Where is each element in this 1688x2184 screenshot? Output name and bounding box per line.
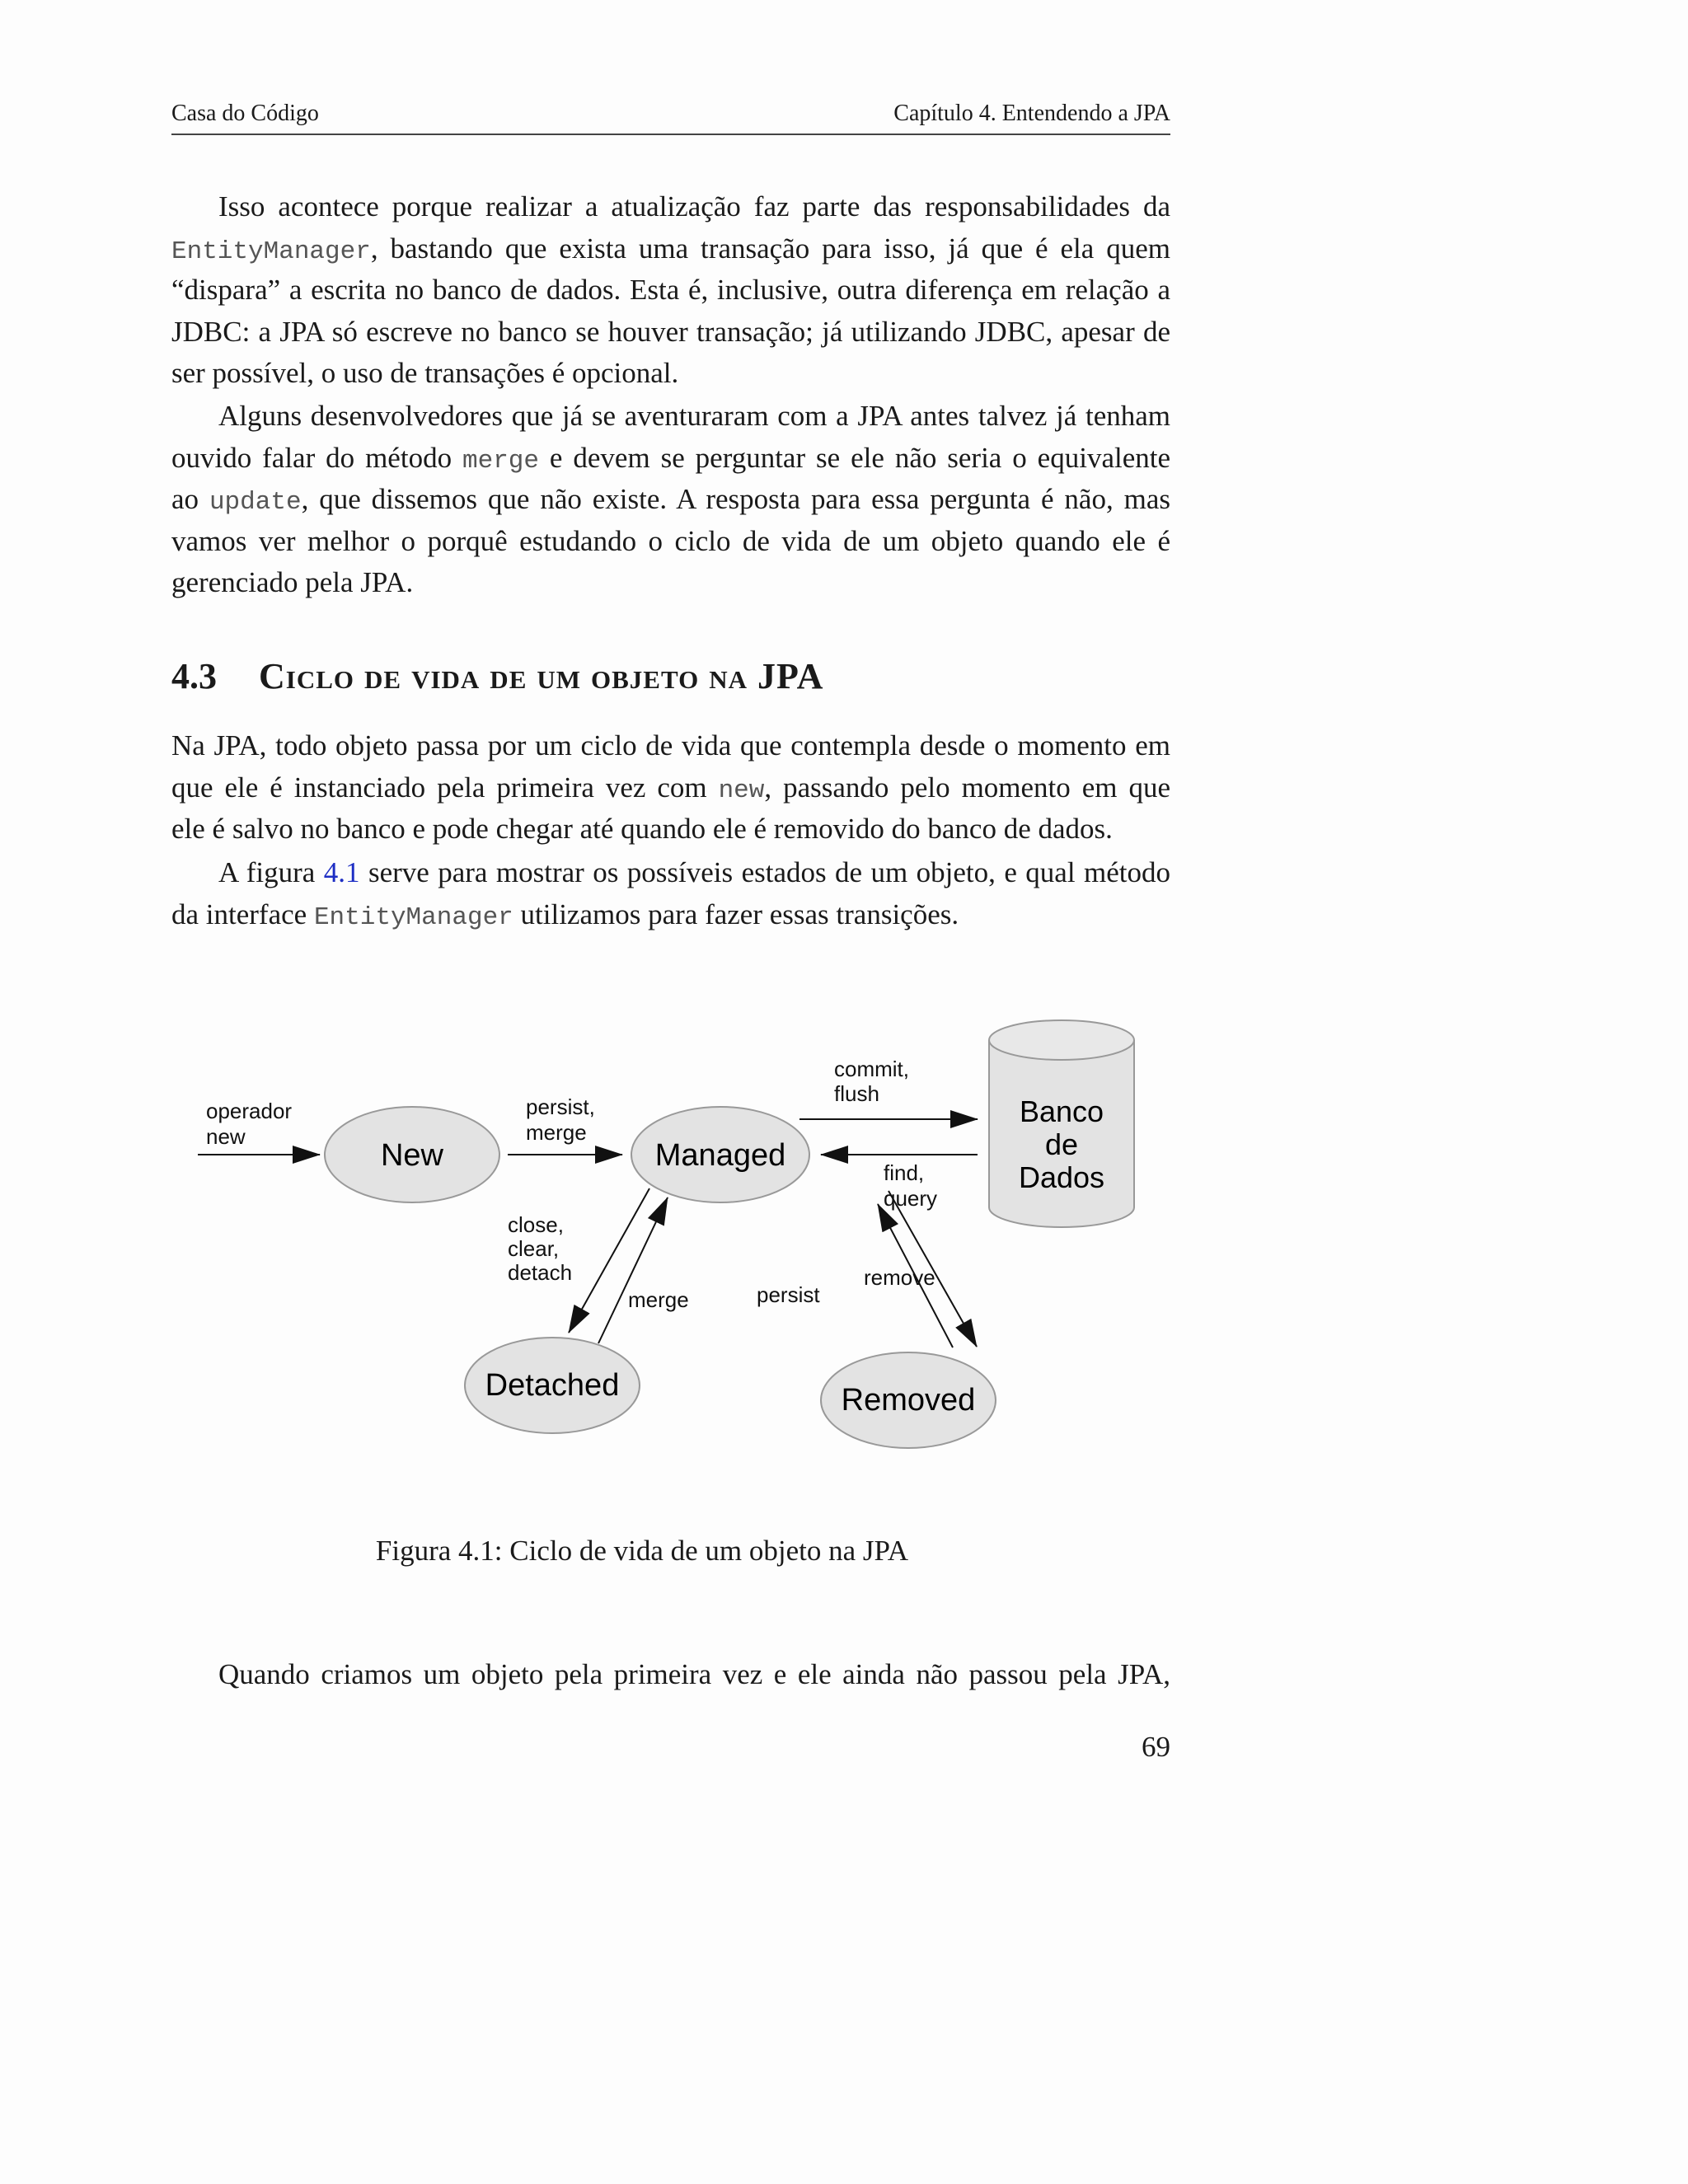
text-span: da interface — [171, 898, 314, 930]
text-span: A figura — [218, 856, 324, 888]
edge-label: new — [206, 1124, 246, 1149]
text-span: , que dissemos que não existe. A resposta para essa pergunta é não, mas — [301, 483, 1170, 515]
text-line: Quando criamos um objeto pela primeira vez e ele ainda não passou pela JPA, — [218, 1658, 1170, 1690]
code-entitymanager: EntityManager — [313, 902, 513, 932]
text-span: ouvido falar do método — [171, 441, 462, 474]
state-new-label: New — [380, 1138, 444, 1173]
edge-label: merge — [526, 1120, 587, 1145]
edge-label: merge — [628, 1287, 689, 1312]
state-detached-label: Detached — [485, 1368, 620, 1403]
paragraph-1 — [171, 186, 1170, 395]
text-line — [171, 438, 1170, 480]
header-book-title: Casa do Código — [171, 101, 319, 126]
paragraph-4 — [171, 852, 1170, 935]
book-page — [171, 0, 1170, 2184]
database-cylinder — [989, 1020, 1134, 1227]
code-update: update — [209, 488, 302, 517]
text-line: Na JPA, todo objeto passa por um ciclo de vida que contempla desde o momento em — [171, 729, 1170, 762]
edge-label: find, — [884, 1160, 925, 1185]
text-line: vamos ver melhor o porquê estudando o ciclo de vida de um objeto quando ele é — [171, 524, 1170, 557]
edge-label: close, — [508, 1212, 564, 1237]
db-label-line: Dados — [1018, 1160, 1105, 1194]
figure-caption-text: Figura 4.1: Ciclo de vida de um objeto na JPA — [375, 1535, 909, 1567]
text-span: serve para mostrar os possíveis estados de um objeto, e qual método — [359, 856, 1170, 888]
edge-label: persist — [757, 1282, 820, 1307]
header-chapter-title: Capítulo 4. Entendendo a JPA — [893, 101, 1170, 126]
section-number: 4.3 — [171, 656, 217, 696]
text-line: ele é salvo no banco e pode chegar até quando ele é removido do banco de dados. — [171, 813, 1113, 845]
section-heading — [171, 655, 823, 697]
lifecycle-diagram — [188, 1014, 1144, 1483]
text-line — [171, 479, 1170, 521]
text-line — [171, 228, 1170, 270]
text-line: Alguns desenvolvedores que já se aventuraram com a JPA antes talvez já tenham — [218, 400, 1170, 432]
paragraph-3 — [171, 725, 1170, 851]
text-line: gerenciado pela JPA. — [171, 566, 414, 598]
db-label-line: de — [1044, 1127, 1079, 1161]
text-line: JDBC: a JPA só escreve no banco se houver transação; já utilizando JDBC, apesar de — [171, 315, 1170, 348]
state-removed-label: Removed — [841, 1383, 976, 1418]
db-label-line: Banco — [1019, 1094, 1104, 1128]
figure-caption — [171, 1535, 1170, 1568]
text-span: ao — [171, 483, 209, 515]
edge-label: query — [884, 1186, 938, 1211]
code-merge: merge — [462, 446, 539, 476]
edge-label: remove — [864, 1265, 935, 1290]
edge-label: detach — [508, 1260, 573, 1285]
text-line: “dispara” a escrita no banco de dados. Esta é, inclusive, outra diferença em relação a — [171, 274, 1170, 306]
state-managed-label: Managed — [654, 1138, 786, 1173]
code-new: new — [718, 776, 765, 805]
text-span: e devem se perguntar se ele não seria o equivalente — [539, 441, 1170, 474]
text-line: ser possível, o uso de transações é opcional. — [171, 357, 679, 389]
text-span: que ele é instanciado pela primeira vez com — [171, 771, 719, 804]
edge-label: commit, — [834, 1057, 909, 1081]
lifecycle-diagram-svg — [188, 1014, 1144, 1483]
running-header — [171, 97, 1170, 135]
text-line: Isso acontece porque realizar a atualização faz parte das responsabilidades da — [218, 190, 1170, 223]
text-span: , passando pelo momento em que — [764, 771, 1170, 804]
edge-label: flush — [834, 1081, 879, 1106]
text-line — [171, 852, 1170, 894]
edge-label: clear, — [508, 1236, 560, 1261]
text-line — [171, 894, 1170, 936]
section-title: Ciclo de vida de um objeto na JPA — [259, 656, 824, 696]
edge-label: operador — [206, 1099, 293, 1123]
page-number: 69 — [1142, 1731, 1170, 1763]
text-span: utilizamos para fazer essas transições. — [513, 898, 959, 930]
paragraph-5 — [171, 1654, 1170, 1696]
figure-reference-link[interactable]: 4.1 — [323, 856, 360, 888]
paragraph-2 — [171, 396, 1170, 604]
text-line — [171, 767, 1170, 809]
edge-label: persist, — [526, 1094, 595, 1119]
code-entitymanager: EntityManager — [171, 237, 371, 266]
text-span: , bastando que exista uma transação para isso, já que é ela quem — [370, 232, 1170, 265]
